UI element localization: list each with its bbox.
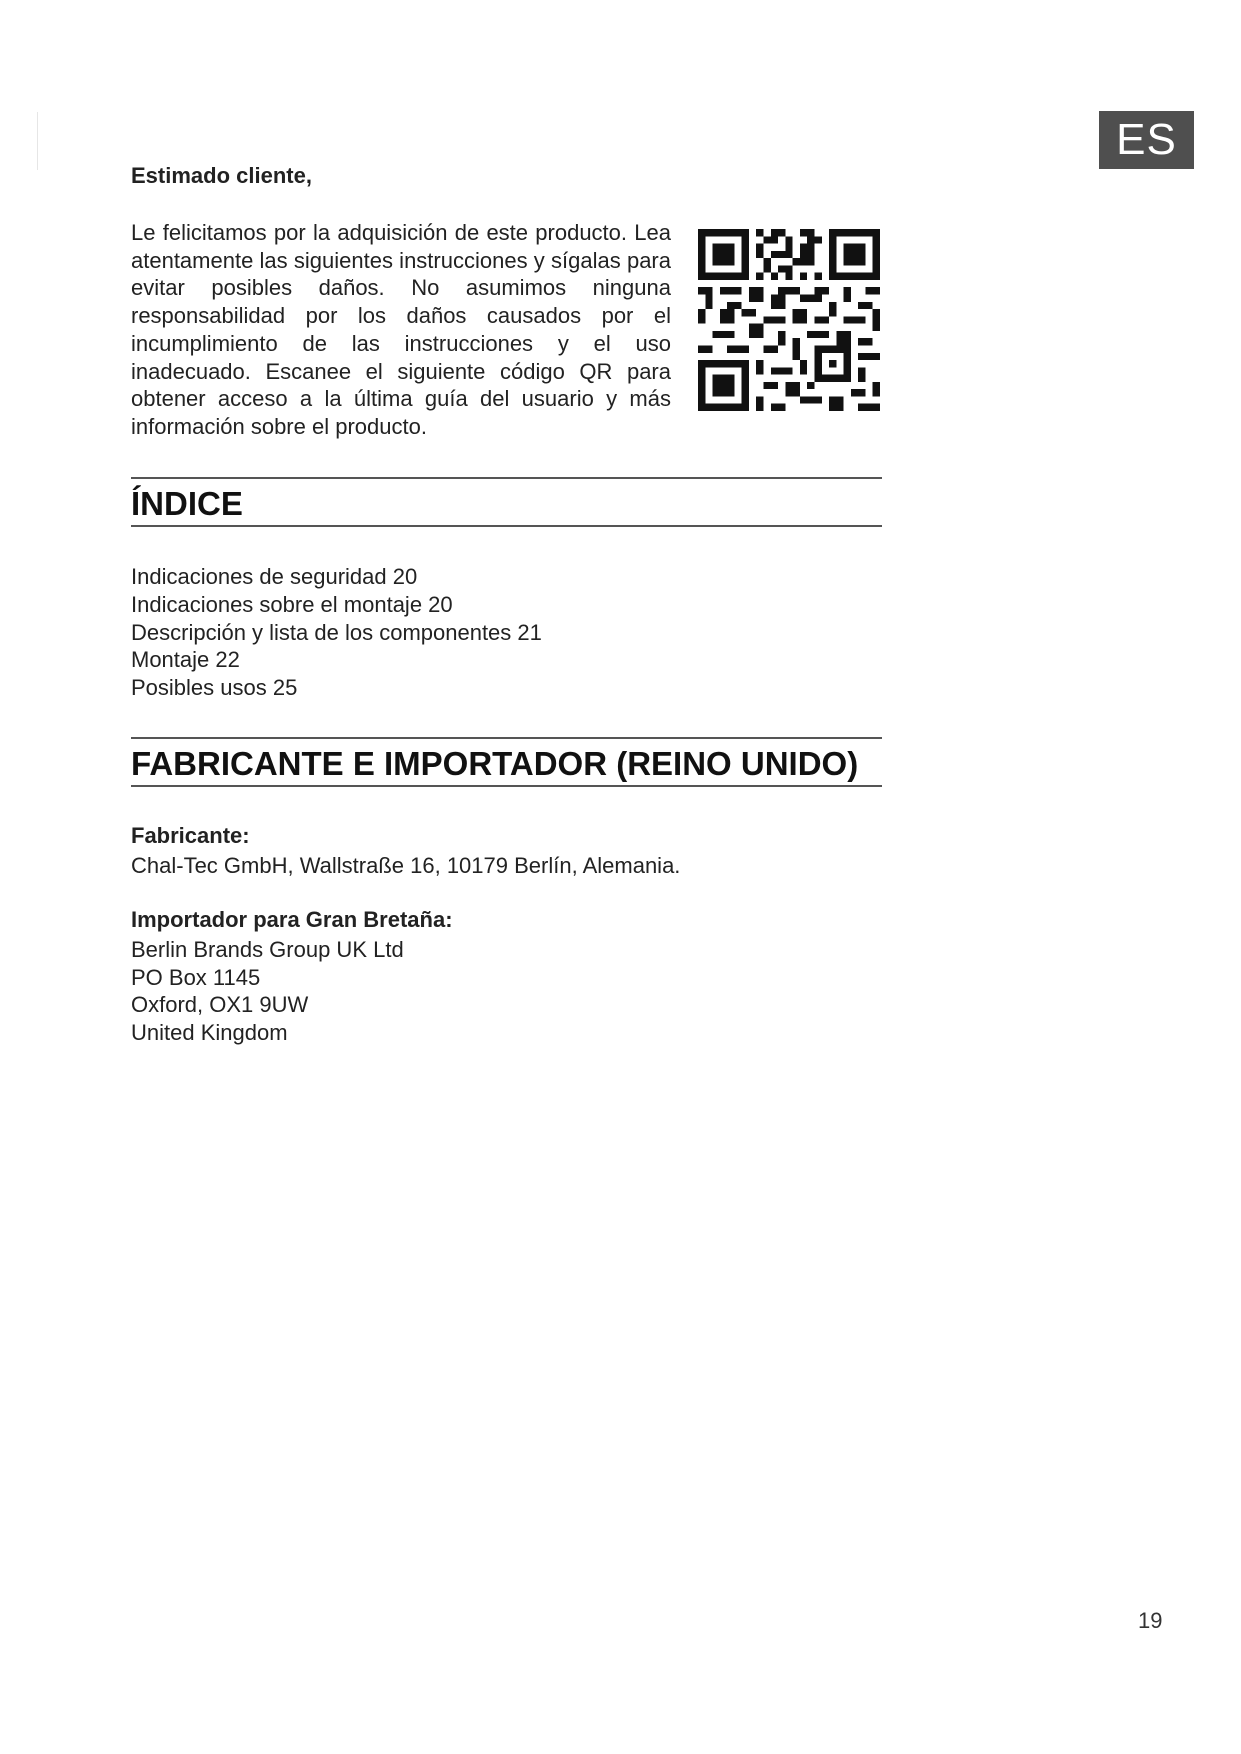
importer-address	[131, 936, 404, 1047]
importer-label: Importador para Gran Bretaña:	[131, 907, 453, 932]
manufacturer-section-header	[131, 737, 882, 787]
language-tag: ES	[1099, 111, 1194, 169]
table-of-contents	[131, 563, 542, 702]
toc-item: Montaje 22	[131, 647, 240, 673]
index-heading: ÍNDICE	[131, 485, 243, 522]
page-number: 19	[1138, 1608, 1163, 1633]
address-line: United Kingdom	[131, 1020, 288, 1046]
address-line: Oxford, OX1 9UW	[131, 992, 309, 1018]
toc-item: Descripción y lista de los componentes 21	[131, 619, 542, 645]
intro-paragraph: Le felicitamos por la adquisición de este producto. Lea atentamente las siguientes instrucciones y sígalas para evitar posibles daños. No asumimos ninguna responsabilidad por los daños causados por el incumplimiento de las instrucciones y el uso inadecuado. Escanee el siguiente código QR para obtener acceso a la última guía del usuario y más información sobre el producto.	[131, 220, 671, 439]
qr-code-icon	[698, 229, 880, 411]
address-line: PO Box 1145	[131, 964, 261, 990]
manufacturer-address: Chal-Tec GmbH, Wallstraße 16, 10179 Berlín, Alemania.	[131, 853, 681, 878]
address-line: Berlin Brands Group UK Ltd	[131, 937, 404, 962]
toc-item: Posibles usos 25	[131, 675, 298, 701]
margin-rule	[37, 112, 38, 170]
greeting: Estimado cliente,	[131, 163, 312, 188]
index-section-header	[131, 477, 882, 527]
toc-item: Indicaciones de seguridad 20	[131, 564, 418, 589]
manufacturer-heading: FABRICANTE E IMPORTADOR (REINO UNIDO)	[131, 745, 859, 782]
manufacturer-label: Fabricante:	[131, 823, 250, 848]
toc-item: Indicaciones sobre el montaje 20	[131, 591, 453, 617]
